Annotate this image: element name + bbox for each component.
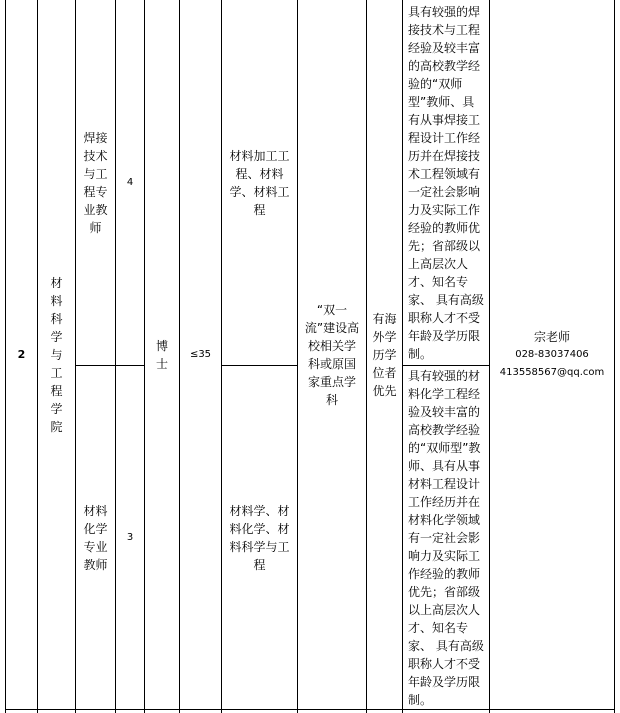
age-requirement: ≤35 xyxy=(189,348,212,360)
position-count: 4 xyxy=(126,176,134,188)
contact-info xyxy=(490,0,614,709)
major-requirement: 材料加工工程、材料学、材料工程 xyxy=(229,148,290,217)
position-count: 3 xyxy=(126,531,134,543)
degree-requirement: 博士 xyxy=(155,338,168,371)
contact-phone: 028-83037406 xyxy=(515,348,589,360)
major-requirement: 材料学、材料化学、材料科学与工程 xyxy=(229,503,290,572)
position-title: 材料化学专业教师 xyxy=(83,503,108,572)
position-title: 焊接技术与工程专业教师 xyxy=(83,130,108,235)
other-requirement: 具有较强的焊接技术与工程经验及较丰富的高校教学经验的“双师型”教师、具有从事焊接工程设计工作经历并在焊接技术工程领域有一定社会影响力及实际工作经验的教师优先；省部级以上高层次人才、知名专家、 具有高级职称人才不受年龄及学历限制。 xyxy=(408,4,484,361)
college-name: 材料科学与工程学院 xyxy=(50,275,63,434)
contact-name: 宗老师 xyxy=(533,329,570,344)
table-border-right xyxy=(614,0,615,713)
other-requirement: 具有较强的材料化学工程经验及较丰富的高校教学经验的“双师型”教师、具有从事材料工程设计工作经历并在材料化学领域有一定社会影响力及实际工作经验的教师优先；省部级以上高层次人才、知名专家、 具有高级职称人才不受年龄及学历限制。 xyxy=(408,368,484,707)
overseas-preference: 有海外学历学位者优先 xyxy=(372,311,397,398)
table-border-bottom xyxy=(5,709,615,710)
discipline-requirement: “双一流”建设高校相关学科或原国家重点学科 xyxy=(304,302,360,407)
contact-email[interactable]: 413558567@qq.com xyxy=(499,366,605,378)
row-index: 2 xyxy=(17,347,26,361)
